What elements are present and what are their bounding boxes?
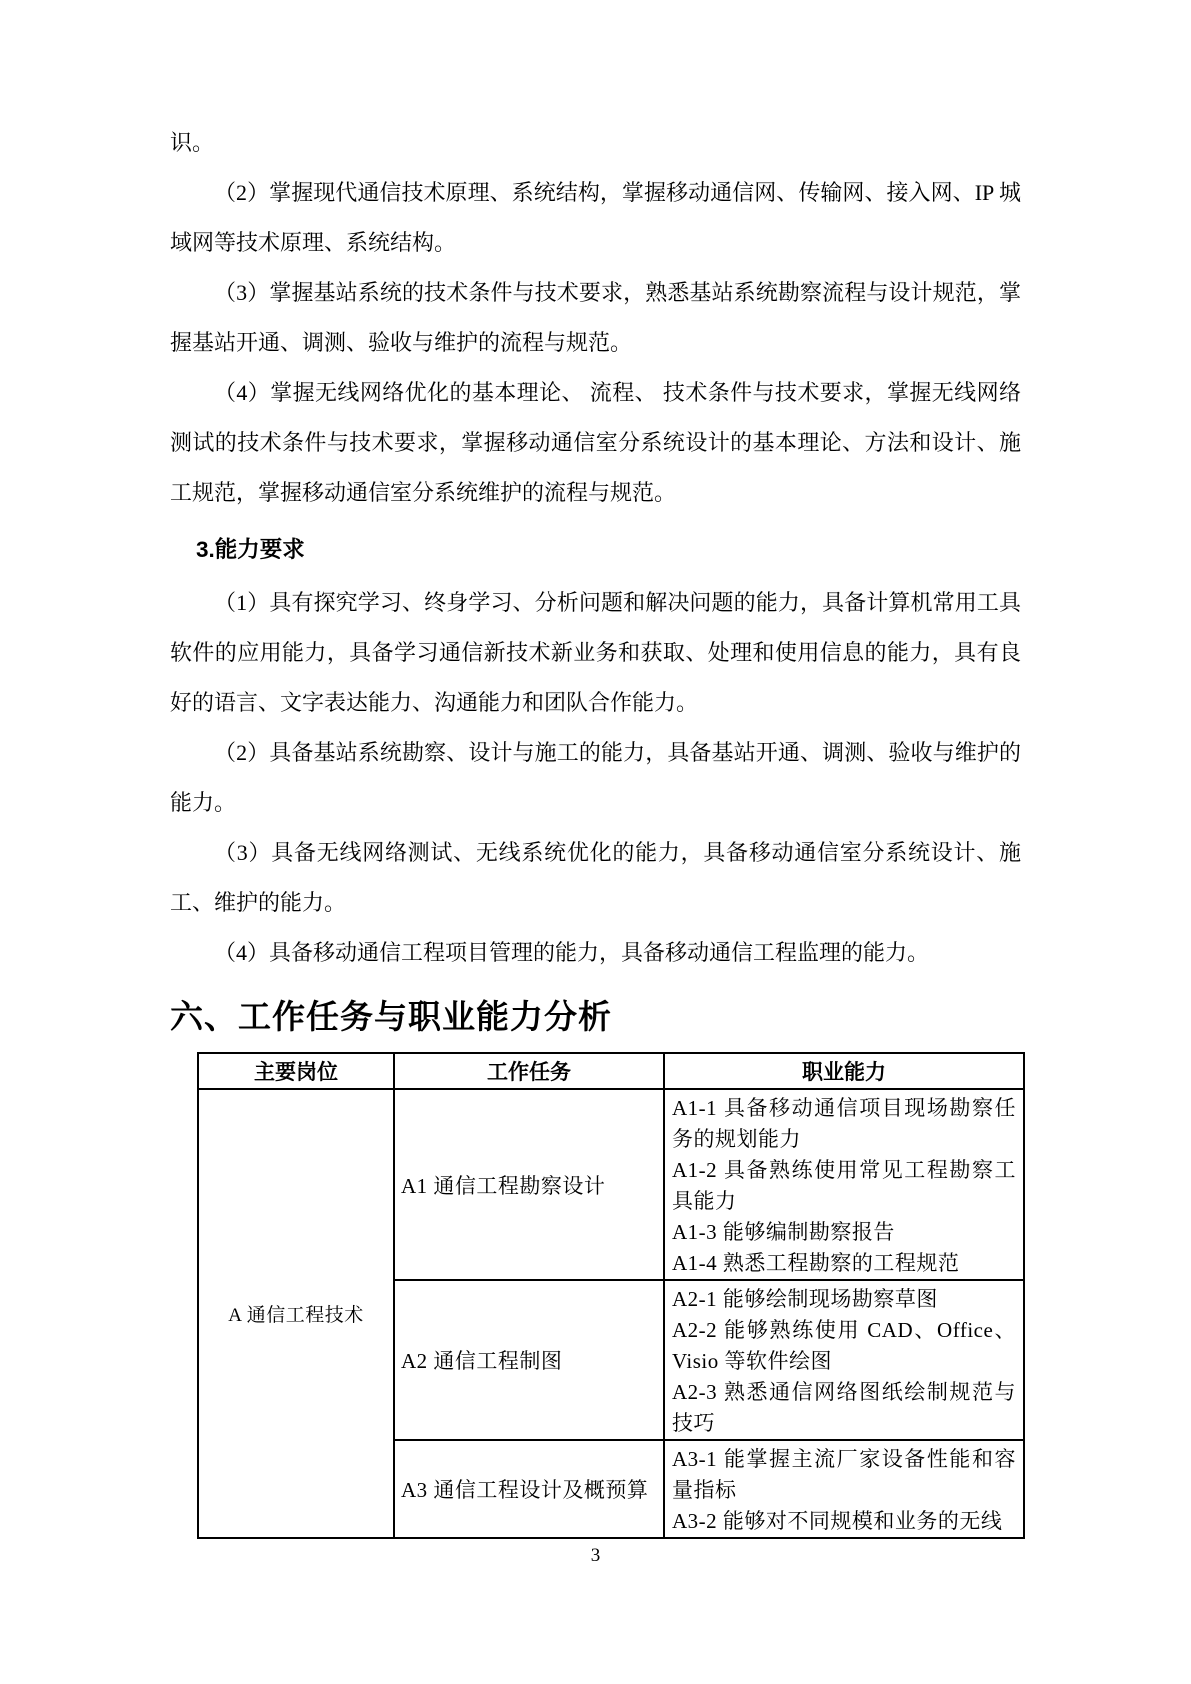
ability-cell-a2 (664, 1280, 1024, 1440)
header-main-position: 主要岗位 (198, 1053, 394, 1089)
section-heading-task-analysis: 六、工作任务与职业能力分析 (170, 998, 612, 1035)
header-professional-ability: 职业能力 (664, 1053, 1024, 1089)
header-work-task: 工作任务 (394, 1053, 664, 1089)
ability-item: A3-1 能掌握主流厂家设备性能和容量指标 (672, 1447, 1016, 1502)
ability-item: A2-2 能够熟练使用 CAD、Office、Visio 等软件绘图 (672, 1318, 1016, 1373)
position-cell: A 通信工程技术 (198, 1089, 394, 1538)
ability-item: A2-1 能够绘制现场勘察草图 (672, 1287, 938, 1311)
task-cell-a1: A1 通信工程勘察设计 (394, 1089, 664, 1280)
paragraph-ability-4: （4）具备移动通信工程项目管理的能力，具备移动通信工程监理的能力。 (214, 940, 930, 965)
table-header-row (198, 1053, 1024, 1089)
ability-item: A1-1 具备移动通信项目现场勘察任务的规划能力 (672, 1096, 1016, 1151)
ability-item: A3-2 能够对不同规模和业务的无线 (672, 1509, 1003, 1533)
ability-item: A1-2 具备熟练使用常见工程勘察工具能力 (672, 1158, 1016, 1213)
ability-cell-a1 (664, 1089, 1024, 1280)
page-number: 3 (590, 1545, 601, 1566)
paragraph-ability-3: （3）具备无线网络测试、无线系统优化的能力，具备移动通信室分系统设计、施工、维护的能力。 (170, 840, 1021, 915)
paragraph-ability-1: （1）具有探究学习、终身学习、分析问题和解决问题的能力，具备计算机常用工具软件的应用能力，具备学习通信新技术新业务和获取、处理和使用信息的能力，具有良好的语言、文字表达能力、沟通能力和团队合作能力。 (170, 590, 1021, 715)
paragraph-knowledge-3: （3）掌握基站系统的技术条件与技术要求，熟悉基站系统勘察流程与设计规范，掌握基站开通、调测、验收与维护的流程与规范。 (170, 280, 1021, 355)
paragraph-continuation: 识。 (170, 130, 215, 155)
paragraph-knowledge-4: （4）掌握无线网络优化的基本理论、 流程、 技术条件与技术要求，掌握无线网络测试的技术条件与技术要求，掌握移动通信室分系统设计的基本理论、方法和设计、施工规范，掌握移动通信室分系统维护的流程与规范。 (170, 380, 1021, 505)
table-row-a1 (198, 1089, 1024, 1280)
task-ability-table (197, 1052, 1025, 1539)
ability-item: A1-3 能够编制勘察报告 (672, 1220, 895, 1244)
task-cell-a2: A2 通信工程制图 (394, 1280, 664, 1440)
paragraph-ability-2: （2）具备基站系统勘察、设计与施工的能力，具备基站开通、调测、验收与维护的能力。 (170, 740, 1021, 815)
section-heading-ability-requirements: 3.能力要求 (196, 537, 305, 562)
paragraph-knowledge-2: （2）掌握现代通信技术原理、系统结构，掌握移动通信网、传输网、接入网、IP 城域网等技术原理、系统结构。 (170, 180, 1021, 255)
ability-item: A2-3 熟悉通信网络图纸绘制规范与技巧 (672, 1380, 1016, 1435)
ability-cell-a3 (664, 1440, 1024, 1538)
task-cell-a3: A3 通信工程设计及概预算 (394, 1440, 664, 1538)
ability-item: A1-4 熟悉工程勘察的工程规范 (672, 1251, 960, 1275)
